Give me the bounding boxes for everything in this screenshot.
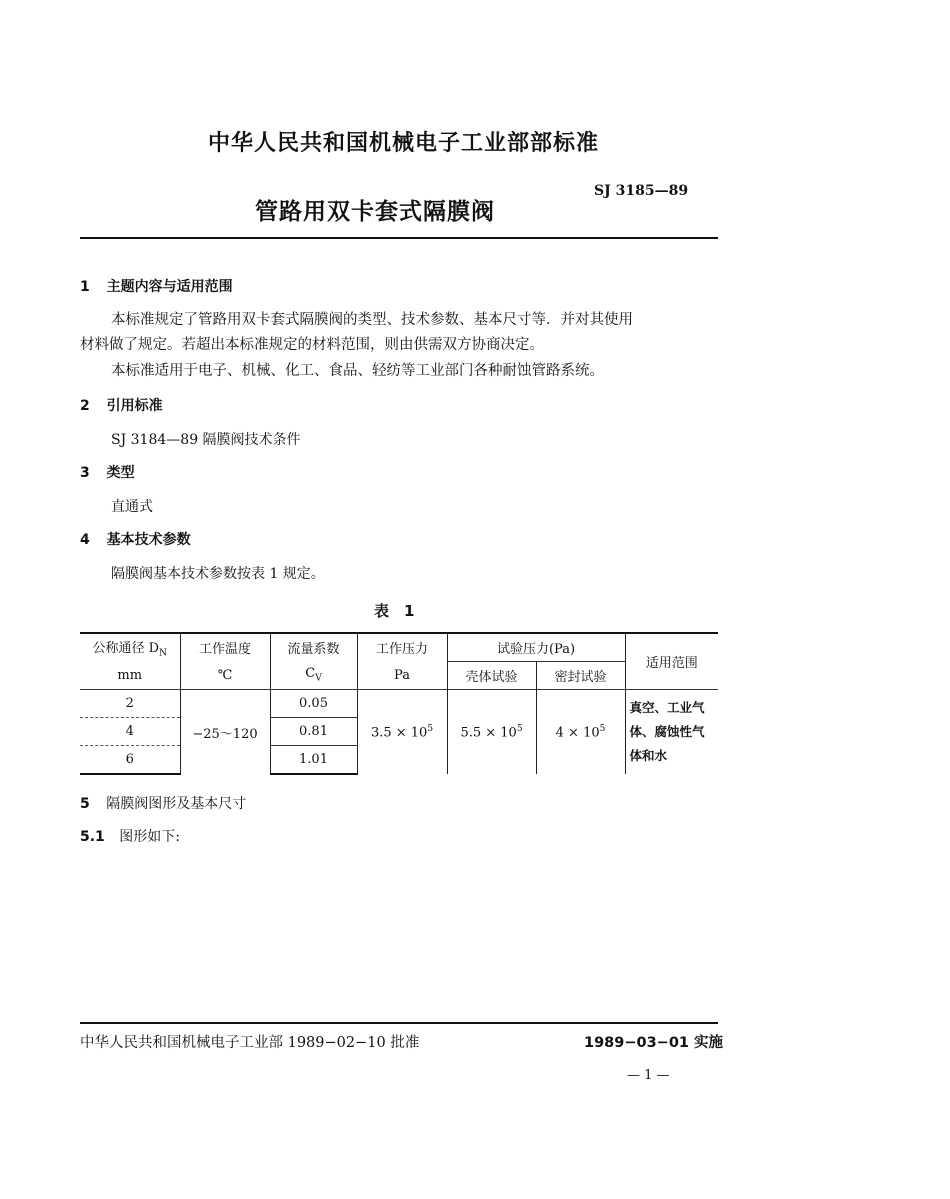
- effective-date: 1989−03−01 实施: [584, 1035, 724, 1051]
- section-title: 隔膜阀图形及基本尺寸: [106, 796, 247, 812]
- section-title: 基本技术参数: [106, 532, 191, 548]
- header-cv: 流量系数: [270, 633, 357, 662]
- standard-code: SJ 3185—89: [594, 183, 689, 199]
- ministry-title: 中华人民共和国机械电子工业部部标准: [208, 131, 600, 156]
- cell-cv: 1.01: [270, 746, 357, 775]
- cell-seal-pressure: $4 \times 10^5$: [536, 690, 625, 775]
- approval-line: 中华人民共和国机械电子工业部 1989−02−10 批准: [80, 1035, 420, 1051]
- document-title: 管路用双卡套式隔膜阀: [255, 199, 495, 225]
- section-title: 类型: [106, 465, 135, 481]
- cell-scope: 真空、工业气 体、腐蚀性气 体和水: [625, 690, 718, 775]
- section-number: 2: [80, 398, 90, 414]
- cell-dn: 4: [80, 718, 180, 746]
- section-3-text: 直通式: [111, 499, 153, 515]
- header-temp-unit: ℃: [180, 662, 270, 690]
- table-caption: 表 1: [374, 602, 415, 620]
- section-1-paragraph-2: 本标准适用于电子、机械、化工、食品、轻纺等工业部门各种耐蚀管路系统。: [111, 363, 604, 379]
- cell-cv: 0.81: [270, 718, 357, 746]
- section-2-reference: SJ 3184—89 隔膜阀技术条件: [111, 432, 301, 448]
- header-scope: 适用范围: [625, 633, 718, 690]
- header-seal-test: 密封试验: [536, 662, 625, 690]
- header-test-pressure: 试验压力(Pa): [447, 633, 625, 662]
- header-shell-test: 壳体试验: [447, 662, 536, 690]
- section-text: 图形如下:: [119, 829, 180, 845]
- section-4-text: 隔膜阀基本技术参数按表 1 规定。: [111, 566, 325, 582]
- section-number: 5.1: [80, 829, 105, 845]
- footer-rule: [80, 1022, 718, 1024]
- section-3-heading: [80, 462, 135, 482]
- cell-shell-pressure: $5.5 \times 10^5$: [447, 690, 536, 775]
- cell-dn: 6: [80, 746, 180, 775]
- section-1-heading: [80, 276, 233, 296]
- section-title: 引用标准: [106, 398, 163, 414]
- cell-dn: 2: [80, 690, 180, 718]
- section-1-paragraph-line1: 本标准规定了管路用双卡套式隔膜阀的类型、技术参数、基本尺寸等．并对其使用: [111, 312, 633, 328]
- cell-cv: 0.05: [270, 690, 357, 718]
- cell-work-pressure: $3.5 \times 10^5$: [357, 690, 447, 775]
- section-number: 5: [80, 796, 90, 812]
- section-title: 主题内容与适用范围: [106, 279, 233, 295]
- page-number: — 1 —: [627, 1068, 670, 1083]
- header-dn-unit: mm: [80, 662, 180, 690]
- section-number: 1: [80, 279, 90, 295]
- cell-temp-range: −25～120: [180, 690, 270, 775]
- header-pressure: 工作压力: [357, 633, 447, 662]
- section-2-heading: [80, 395, 163, 415]
- header-rule: [80, 237, 718, 239]
- section-1-paragraph-line2: 材料做了规定。若超出本标准规定的材料范围，则由供需双方协商决定。: [80, 337, 544, 353]
- section-number: 4: [80, 532, 90, 548]
- header-temp: 工作温度: [180, 633, 270, 662]
- section-5-1: [80, 826, 180, 846]
- section-number: 3: [80, 465, 90, 481]
- header-cv-unit: $C_V$: [270, 662, 357, 690]
- section-5-heading: [80, 793, 246, 813]
- header-pressure-unit: Pa: [357, 662, 447, 690]
- parameters-table: [80, 632, 718, 775]
- section-4-heading: [80, 529, 191, 549]
- header-dn: 公称通径 $D_N$: [80, 633, 180, 662]
- table-row: [80, 690, 718, 718]
